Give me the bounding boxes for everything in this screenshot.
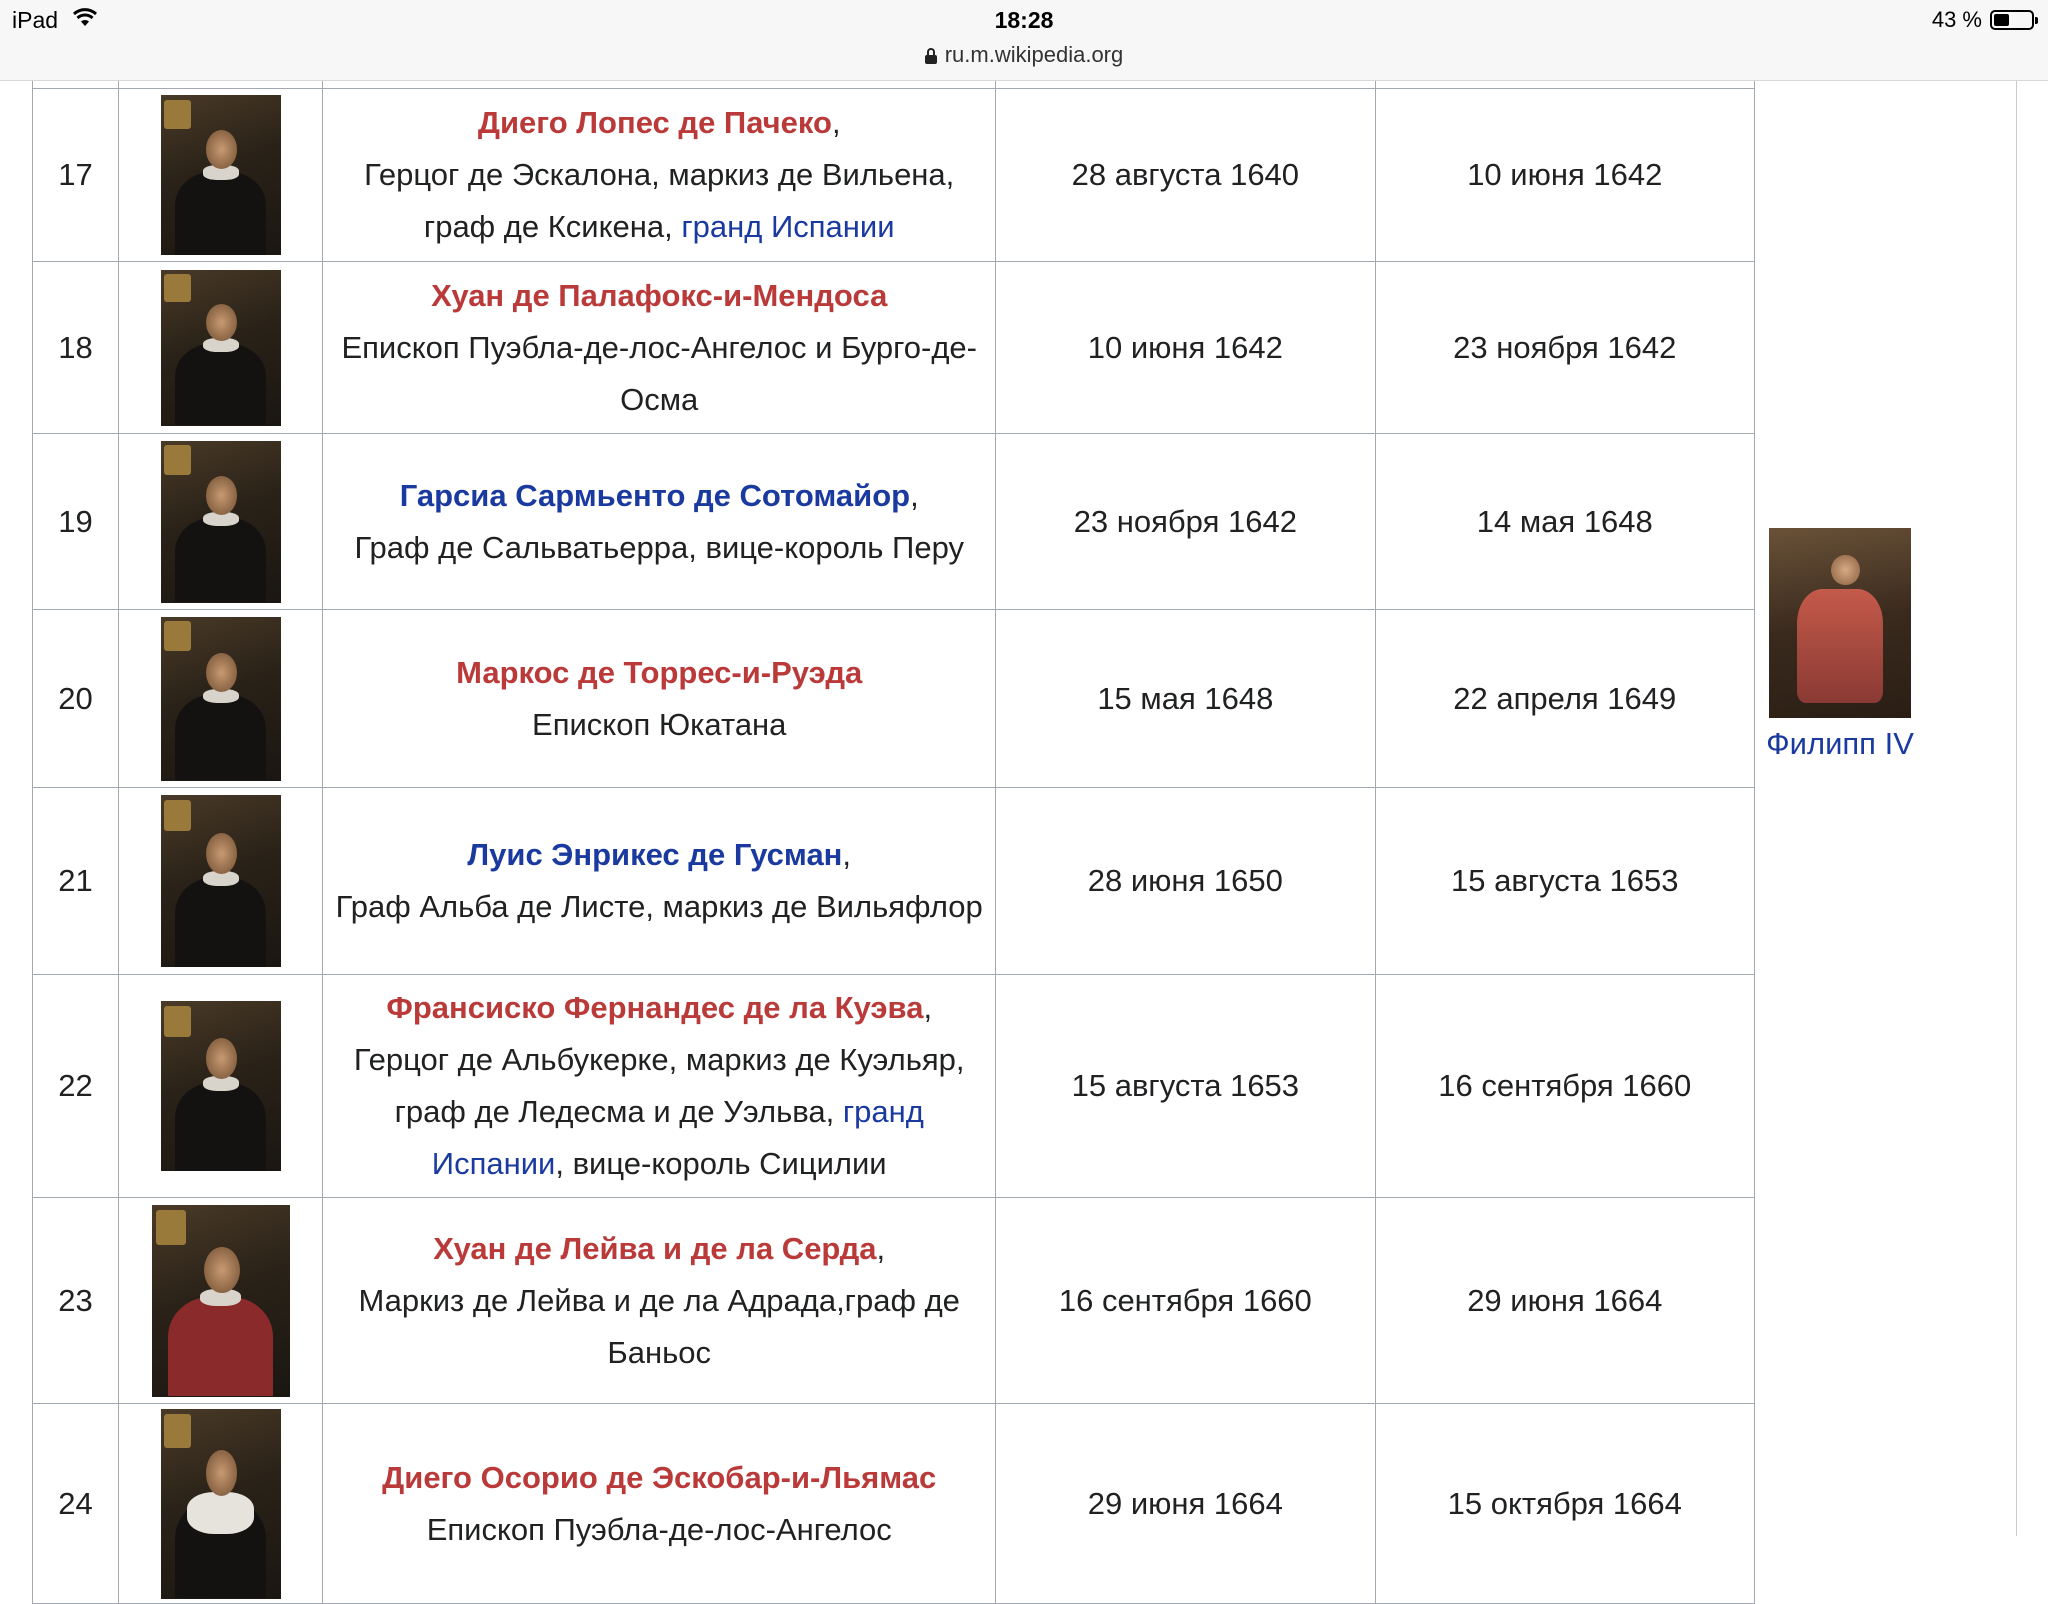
battery-status bbox=[1932, 7, 2034, 33]
title-text: Епископ Пуэбла-де-лос-Ангелос и Бурго-де-Осма bbox=[341, 329, 977, 417]
portrait-image[interactable] bbox=[161, 441, 281, 603]
monarch-portrait[interactable] bbox=[1769, 528, 1911, 718]
browser-top-bar bbox=[0, 0, 2048, 81]
monarch-column-edge bbox=[2016, 80, 2017, 1536]
row-number: 20 bbox=[33, 610, 119, 788]
term-start: 23 ноября 1642 bbox=[996, 434, 1375, 610]
term-start: 15 августа 1653 bbox=[996, 975, 1375, 1198]
viceroy-name-link[interactable]: Хуан де Палафокс-и-Мендоса bbox=[431, 277, 888, 313]
term-start: 28 июня 1650 bbox=[996, 788, 1375, 975]
term-end: 10 июня 1642 bbox=[1375, 89, 1754, 262]
table-row bbox=[33, 1198, 1755, 1404]
term-end: 22 апреля 1649 bbox=[1375, 610, 1754, 788]
portrait-image[interactable] bbox=[161, 1409, 281, 1599]
viceroys-table bbox=[32, 0, 1755, 1604]
table-row bbox=[33, 788, 1755, 975]
table-row bbox=[33, 975, 1755, 1198]
viceroy-name-link[interactable]: Маркос де Торрес-и-Руэда bbox=[456, 654, 863, 690]
viceroy-name-link[interactable]: Франсиско Фернандес де ла Куэва bbox=[386, 990, 924, 1025]
viceroy-name-link[interactable]: Луис Энрикес де Гусман bbox=[467, 837, 843, 872]
title-text: Епископ Юкатана bbox=[532, 706, 787, 742]
term-end: 16 сентября 1660 bbox=[1375, 975, 1754, 1198]
title-text: Маркиз де Лейва и де ла Адрада,граф де Баньос bbox=[358, 1282, 960, 1370]
device-name: iPad bbox=[12, 7, 59, 33]
viceroy-name-link[interactable]: Диего Осорио де Эскобар-и-Льямас bbox=[382, 1459, 937, 1495]
portrait-cell bbox=[119, 89, 323, 262]
portrait-cell bbox=[119, 975, 323, 1198]
monarch-link[interactable]: Филипп IV bbox=[1766, 726, 1914, 761]
portrait-cell bbox=[119, 262, 323, 434]
row-number: 23 bbox=[33, 1198, 119, 1404]
name-cell bbox=[323, 975, 996, 1198]
row-number: 24 bbox=[33, 1404, 119, 1604]
term-end: 14 мая 1648 bbox=[1375, 434, 1754, 610]
term-start: 10 июня 1642 bbox=[996, 262, 1375, 434]
portrait-image[interactable] bbox=[161, 795, 281, 967]
table-row bbox=[33, 89, 1755, 262]
lock-icon bbox=[925, 48, 937, 64]
name-cell bbox=[323, 1404, 996, 1604]
row-number: 19 bbox=[33, 434, 119, 610]
portrait-image[interactable] bbox=[161, 270, 281, 426]
term-start: 28 августа 1640 bbox=[996, 89, 1375, 262]
url-text[interactable]: ru.m.wikipedia.org bbox=[944, 42, 1124, 67]
title-text: Герцог де Эскалона, маркиз де Вильена, граф де Ксикена, bbox=[364, 157, 955, 244]
viceroy-name-link[interactable]: Диего Лопес де Пачеко bbox=[477, 105, 832, 140]
row-number: 21 bbox=[33, 788, 119, 975]
viceroy-name-link[interactable]: Хуан де Лейва и де ла Серда bbox=[433, 1230, 877, 1266]
portrait-image[interactable] bbox=[161, 1001, 281, 1171]
table-row bbox=[33, 434, 1755, 610]
term-end: 23 ноября 1642 bbox=[1375, 262, 1754, 434]
title-text: Герцог де Альбукерке, маркиз де Куэльяр, граф де Ледесма и де Уэльва, bbox=[353, 1042, 965, 1129]
title-link[interactable]: гранд Испании bbox=[431, 1094, 924, 1181]
row-number: 18 bbox=[33, 262, 119, 434]
name-separator: , bbox=[923, 990, 933, 1025]
table-row bbox=[33, 610, 1755, 788]
portrait-cell bbox=[119, 1404, 323, 1604]
term-end: 15 октября 1664 bbox=[1375, 1404, 1754, 1604]
title-text: Епископ Пуэбла-де-лос-Ангелос bbox=[426, 1511, 892, 1547]
name-separator: , bbox=[910, 477, 919, 513]
battery-icon bbox=[1990, 10, 2034, 30]
name-cell bbox=[323, 89, 996, 262]
name-cell bbox=[323, 788, 996, 975]
term-start: 15 мая 1648 bbox=[996, 610, 1375, 788]
portrait-cell bbox=[119, 788, 323, 975]
term-start: 16 сентября 1660 bbox=[996, 1198, 1375, 1404]
battery-percent: 43 % bbox=[1931, 7, 1982, 32]
title-text: Граф де Сальватьерра, вице-король Перу bbox=[354, 529, 964, 565]
table-row bbox=[33, 262, 1755, 434]
name-cell bbox=[323, 262, 996, 434]
name-separator: , bbox=[876, 1230, 886, 1266]
portrait-image[interactable] bbox=[161, 95, 281, 255]
name-cell bbox=[323, 434, 996, 610]
name-separator: , bbox=[831, 105, 841, 140]
name-separator: , bbox=[842, 837, 852, 872]
viceroy-name-link[interactable]: Гарсиа Сармьенто де Сотомайор bbox=[399, 477, 911, 513]
table-row bbox=[33, 1404, 1755, 1604]
battery-fill bbox=[1994, 14, 2009, 26]
row-number: 17 bbox=[33, 89, 119, 262]
monarch-cell bbox=[1740, 528, 1940, 762]
title-text: , вице-король Сицилии bbox=[555, 1146, 887, 1181]
portrait-image[interactable] bbox=[152, 1205, 290, 1397]
name-cell bbox=[323, 610, 996, 788]
title-link[interactable]: гранд Испании bbox=[681, 209, 895, 244]
clock: 18:28 bbox=[994, 7, 1054, 33]
row-number: 22 bbox=[33, 975, 119, 1198]
portrait-cell bbox=[119, 610, 323, 788]
title-text: Граф Альба де Листе, маркиз де Вильяфлор bbox=[335, 889, 983, 924]
name-cell bbox=[323, 1198, 996, 1404]
portrait-image[interactable] bbox=[161, 617, 281, 781]
portrait-cell bbox=[119, 434, 323, 610]
term-end: 29 июня 1664 bbox=[1375, 1198, 1754, 1404]
portrait-cell bbox=[119, 1198, 323, 1404]
term-end: 15 августа 1653 bbox=[1375, 788, 1754, 975]
address-bar[interactable] bbox=[0, 42, 2048, 68]
term-start: 29 июня 1664 bbox=[996, 1404, 1375, 1604]
